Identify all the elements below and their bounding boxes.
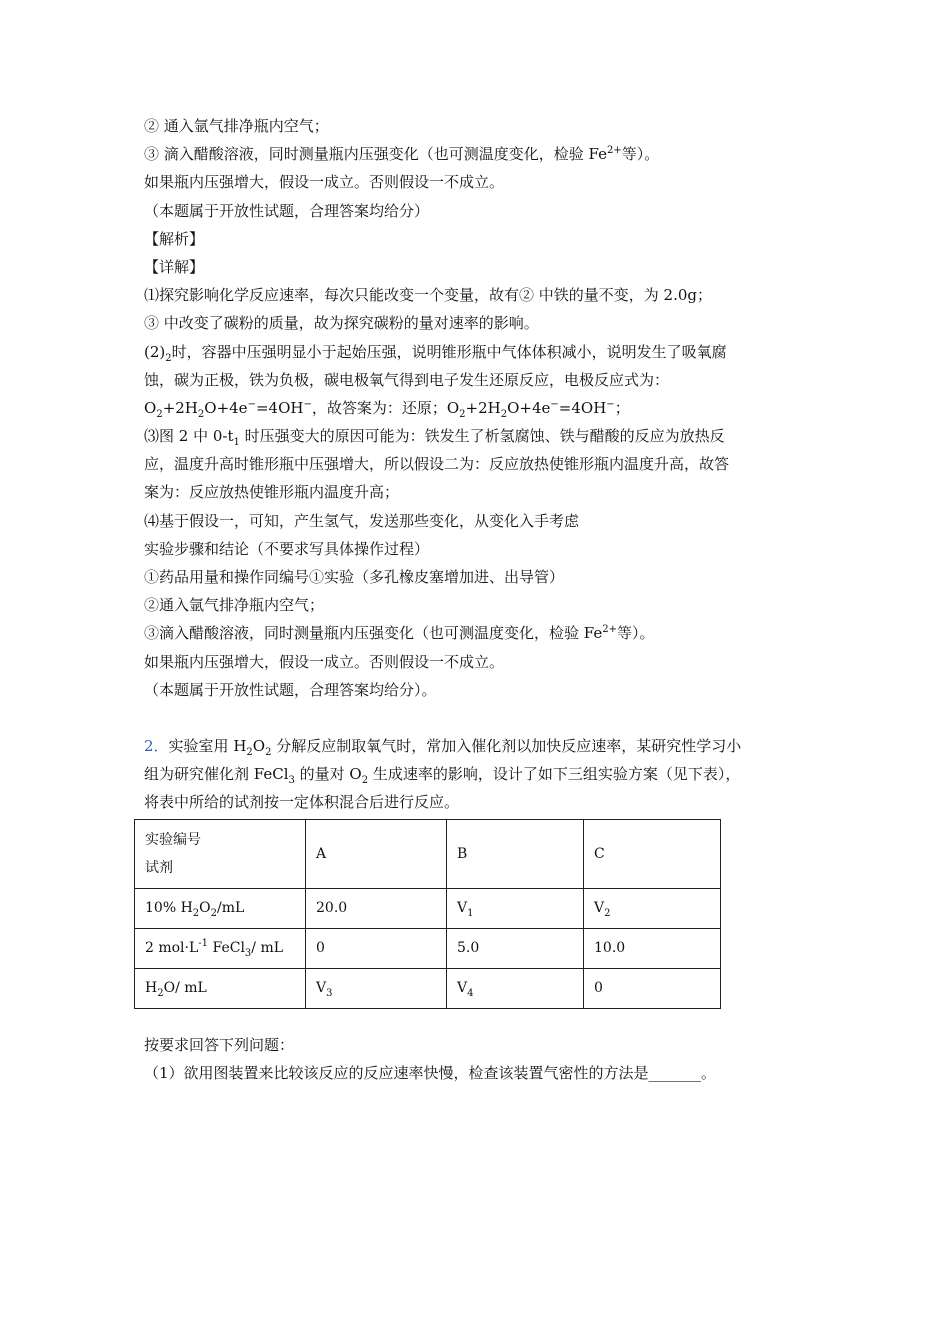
table-row-label: $H_2O/$ mL (135, 968, 306, 1008)
detail-label: 【详解】 (144, 257, 205, 276)
detail-p3-line3: 案为：反应放热使锥形瓶内温度升高； (144, 483, 400, 502)
detail-p4-line4: ②通入氩气排净瓶内空气； (144, 596, 325, 615)
question-2-sub1: （1）欲用图装置来比较该反应的反应速率快慢，检查该装置气密性的方法是_______。 (144, 1063, 717, 1082)
answer-step-2: ② 通入氩气排净瓶内空气； (144, 117, 329, 135)
table-header-cell: C (584, 819, 721, 888)
question-2-line2: 组为研究催化剂 FeCl$_3$ 的量对 $O_2$ 生成速率的影响，设计了如下三组实验方案（见下表）， (144, 765, 741, 787)
table-cell: 10.0 (584, 928, 721, 968)
table-header-cell: B (447, 819, 584, 888)
detail-p4-line7: （本题属于开放性试题，合理答案均给分）。 (144, 680, 437, 699)
table-row-label: 10% $H_2O_2/mL$ (135, 888, 306, 928)
analysis-label: 【解析】 (144, 229, 205, 248)
table-cell: $V_2$ (584, 888, 721, 928)
detail-p3-line1: ⑶图 2 中 $0-t_1$ 时压强变大的原因可能为：铁发生了析氢腐蚀、铁与醋酸的反应为放热反 (144, 427, 725, 449)
answer-step-3: ③ 滴入醋酸溶液，同时测量瓶内压强变化（也可测温度变化，检验 $Fe^{2+}$等）。 (144, 145, 660, 164)
table-cell: $V_4$ (447, 968, 584, 1008)
table-cell: 0 (306, 928, 447, 968)
table-row (135, 888, 721, 928)
detail-p4-line5: ③滴入醋酸溶液，同时测量瓶内压强变化（也可测温度变化，检验 $Fe^{2+}$等）。 (144, 624, 655, 643)
experiment-table (134, 819, 721, 1009)
detail-p4-line3: ①药品用量和操作同编号①实验（多孔橡皮塞增加进、出导管） (144, 568, 565, 586)
detail-p2-line2: 蚀，碳为正极，铁为负极，碳电极氧气得到电子发生还原反应，电极反应式为： (144, 370, 670, 389)
question-2-line3: 将表中所给的试剂按一定体积混合后进行反应。 (144, 793, 460, 812)
table-cell: 5.0 (447, 928, 584, 968)
detail-p4-line1: ⑷基于假设一，可知，产生氢气，发送那些变化，从变化入手考虑 (144, 511, 580, 530)
answer-note: （本题属于开放性试题，合理答案均给分） (144, 201, 430, 220)
question-2-line1: 2．实验室用 $H_2O_2$ 分解反应制取氧气时，常加入催化剂以加快反应速率，某研究性学习小 (144, 736, 742, 758)
question-number: 2． (144, 736, 169, 755)
detail-p3-line2: 应，温度升高时锥形瓶中压强增大，所以假设二为：反应放热使锥形瓶内温度升高，故答 (144, 455, 730, 474)
table-header-cell: 实验编号 试剂 (135, 819, 306, 888)
table-cell: $V_3$ (306, 968, 447, 1008)
answer-conclusion: 如果瓶内压强增大，假设一成立。否则假设一不成立。 (144, 173, 505, 192)
question-2-prompt: 按要求回答下列问题： (144, 1035, 295, 1054)
detail-p4-line2: 实验步骤和结论（不要求写具体操作过程） (144, 539, 430, 558)
detail-p2-line1: $(2)_2$时，容器中压强明显小于起始压强，说明锥形瓶中气体体积减小，说明发生了吸氧腐 (144, 342, 727, 364)
detail-p1-line2: ③ 中改变了碳粉的质量，故为探究碳粉的量对速率的影响。 (144, 314, 539, 333)
document-page (144, 112, 824, 1087)
table-row-label: 2 $mol\cdot L^{-1}$ FeCl$_3$/ mL (135, 928, 306, 968)
table-cell: 20.0 (306, 888, 447, 928)
table-row (135, 968, 721, 1008)
detail-p1-line1: ⑴探究影响化学反应速率，每次只能改变一个变量，故有② 中铁的量不变，为 2.0g； (144, 286, 712, 305)
table-cell: $V_1$ (447, 888, 584, 928)
detail-p2-equation: $O_2+2H_2O+4e^-=4OH^-$，故答案为：还原；$O_2+2H_2O+4e^-=4OH^-$； (144, 398, 630, 420)
table-row (135, 928, 721, 968)
table-cell: 0 (584, 968, 721, 1008)
detail-p4-line6: 如果瓶内压强增大，假设一成立。否则假设一不成立。 (144, 652, 505, 671)
table-header-cell: A (306, 819, 447, 888)
table-header-row (135, 819, 721, 888)
